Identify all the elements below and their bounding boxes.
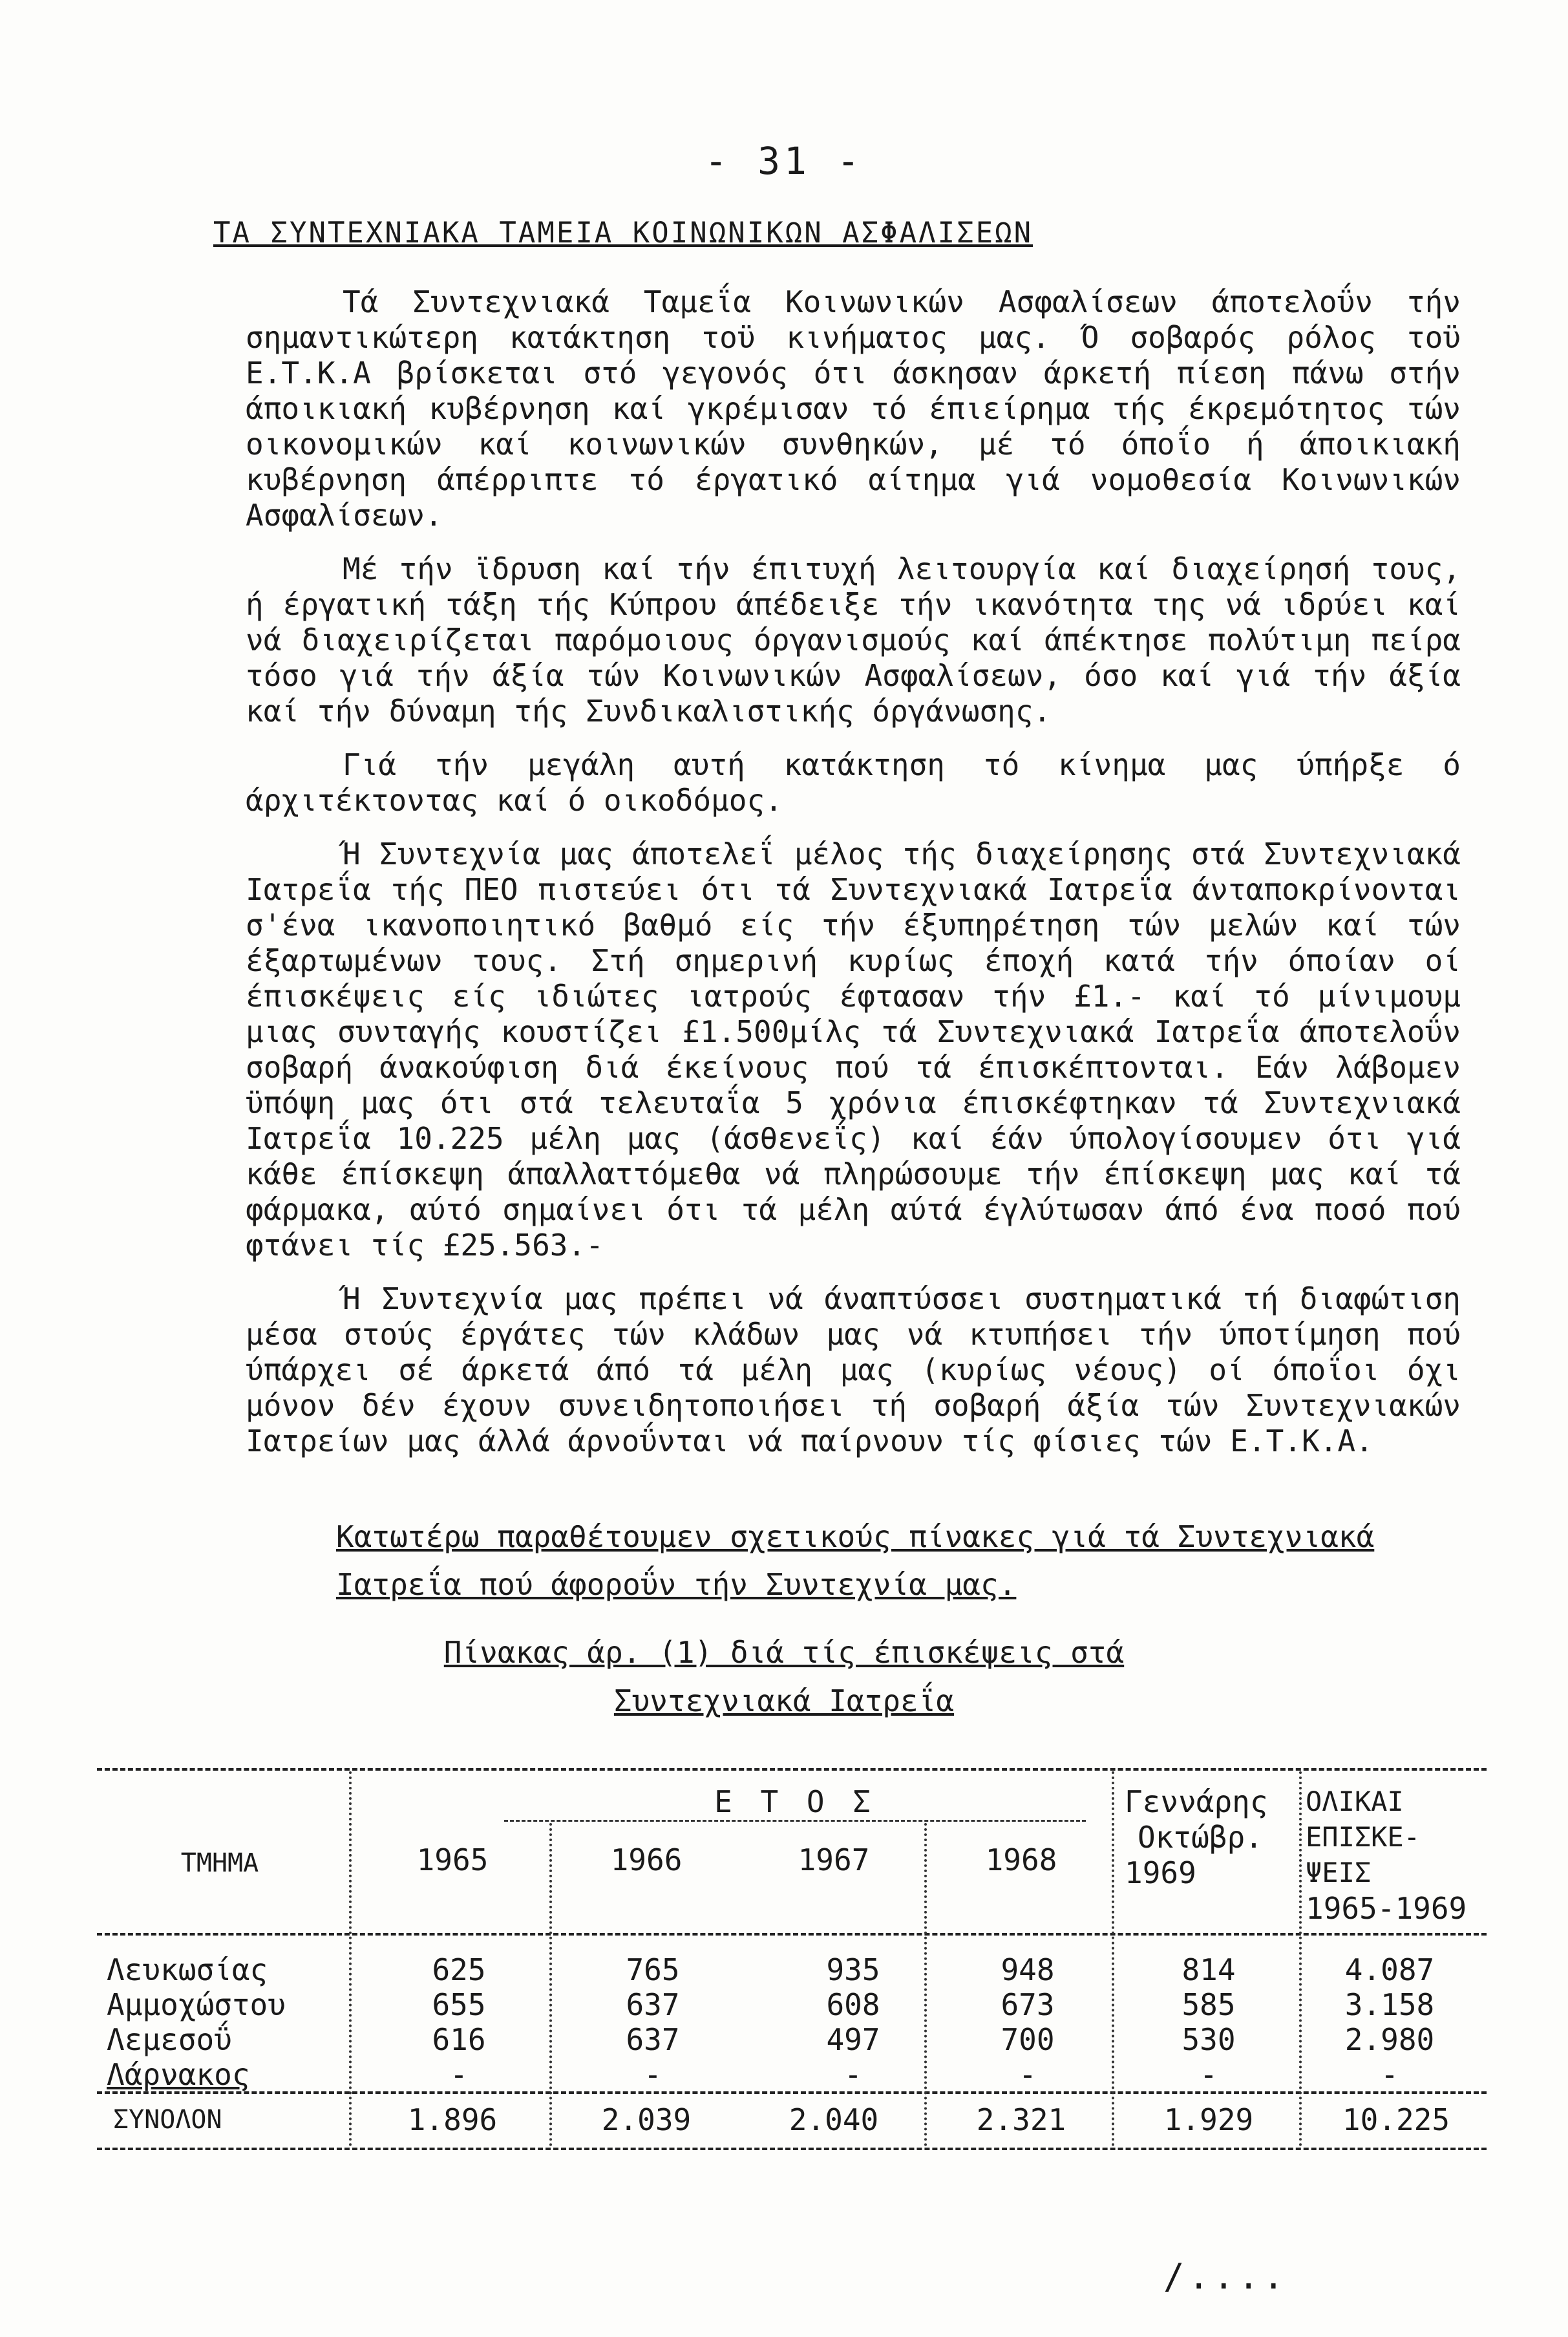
body-text [246, 284, 1461, 1477]
table-rule-top [97, 1768, 1487, 1771]
year-group-rule [504, 1820, 1086, 1822]
table-cell: 935 [826, 1952, 880, 1987]
paragraph: Γιά τήν μεγάλη αυτή κατάκτηση τό κίνημα μας ύπήρξε ό άρχιτέκτοντας καί ό οικοδόμος. [246, 747, 1461, 818]
section-heading: ΤΑ ΣΥΝΤΕΧΝΙΑΚΑ ΤΑΜΕΙΑ ΚΟΙΝΩΝΙΚΩΝ ΑΣΦΑΛΙΣΕΩΝ [213, 217, 1033, 250]
table-cell: 673 [1001, 1987, 1055, 2022]
table-cell: 948 [1001, 1952, 1055, 1987]
table-cell: 625 [432, 1952, 486, 1987]
table-cell: 4.087 [1344, 1952, 1435, 1987]
header-year: 1966 [610, 1842, 683, 1877]
total-cell: 1.929 [1163, 2102, 1254, 2137]
row-department: Λεμεσοΰ [107, 2022, 232, 2057]
header-jan-oct: Γεννάρης [1125, 1784, 1268, 1819]
table-cell: 2.980 [1344, 2022, 1435, 2057]
column-divider [1112, 1771, 1114, 2146]
header-year: 1968 [985, 1842, 1057, 1877]
column-divider [549, 1823, 552, 2146]
header-jan-oct: 1969 [1125, 1855, 1196, 1890]
table-cell: 700 [1001, 2022, 1055, 2057]
paragraph: Ή Συντεχνία μας πρέπει νά άναπτύσσει συστηματικά τή διαφώτιση μέσα στούς έργάτες τών κλάδων μας νά κτυπήσει τήν ύποτίμηση πού ύπάρχει σέ άρκετά άπό τά μέλη μας (κυρίως νέους) οί όποΐοι όχι μόνον δέν έχουν συνειδητοποιήσει τή σοβαρή άξία τών Συντεχνιακών Ιατρείων μας άλλά άρνοΰνται νά παίρνουν τίς φίσιες τών Ε.Τ.Κ.Α. [246, 1281, 1461, 1458]
header-total: ΨΕΙΣ [1306, 1857, 1372, 1888]
column-divider [1299, 1771, 1302, 2146]
table-subtitle: Συντεχνιακά Ιατρεΐα [613, 1683, 955, 1718]
header-jan-oct: Οκτώβρ. [1138, 1820, 1263, 1855]
table-cell: 637 [626, 1987, 680, 2022]
total-cell: 2.321 [976, 2102, 1066, 2137]
table-cell: 814 [1181, 1952, 1236, 1987]
table-rule-header [97, 1933, 1487, 1936]
table-cell: - [1381, 2057, 1399, 2092]
paragraph: Ή Συντεχνία μας άποτελεΐ μέλος τής διαχείρησης στά Συντεχνιακά Ιατρεΐα τής ΠΕΟ πιστεύει ότι τά Συντεχνιακά Ιατρεΐα άνταποκρίνονται σ'ένα ικανοποιητικό βαθμό είς τήν έξυπηρέτηση τών μελών καί τών έξαρτωμένων τους. Στή σημερινή κυρίως έποχή κατά τήν όποίαν οί έπισκέψεις είς ιδιώτες ιατρούς έφτασαν τήν £1.- καί τό μίνιμουμ μιας συνταγής κουστίζει £1.500μίλς τά Συντεχνιακά Ιατρεΐα άποτελοΰν σοβαρή άνακούφιση διά έκείνους πού τά έπισκέπτονται. Εάν λάβομεν ϋπόψη μας ότι στά τελευταΐα 5 χρόνια έπισκέφτηκαν τά Συντεχνιακά Ιατρεΐα 10.225 μέλη μας (άσθενεΐς) καί έάν ύπολογίσουμεν ότι γιά κάθε έπίσκεψη άπαλλαττόμεθα νά πληρώσουμε τήν έπίσκεψη μας καί τά φάρμακα, αύτό σημαίνει ότι τά μέλη αύτά έγλύτωσαν άπό ένα ποσό πού φτάνει τίς £25.563.- [246, 837, 1461, 1263]
table-cell: 530 [1181, 2022, 1236, 2057]
table-cell: 3.158 [1344, 1987, 1435, 2022]
table-cell: 655 [432, 1987, 486, 2022]
table-cell: - [450, 2057, 468, 2092]
table-cell: 497 [826, 2022, 880, 2057]
column-divider [924, 1823, 927, 2146]
total-label: ΣΥΝΟΛΟΝ [113, 2105, 222, 2135]
paragraph: Μέ τήν ϊδρυση καί τήν έπιτυχή λειτουργία καί διαχείρησή τους, ή έργατική τάξη τής Κύπρου άπέδειξε τήν ικανότητα της νά ιδρύει καί νά διαχειρίζεται παρόμοιους όργανισμούς καί άπέκτησε πολύτιμη πείρα τόσο γιά τήν άξία τών Κοινωνικών Ασφαλίσεων, όσο καί γιά τήν άξία καί τήν δύναμη τής Συνδικαλιστικής όργάνωσης. [246, 551, 1461, 729]
table-rule-bottom [97, 2148, 1487, 2150]
row-department: Αμμοχώστου [107, 1987, 286, 2022]
table-cell: 637 [626, 2022, 680, 2057]
table-cell: - [1200, 2057, 1218, 2092]
table-cell: - [844, 2057, 862, 2092]
table-cell: - [644, 2057, 662, 2092]
header-year: 1965 [416, 1842, 489, 1877]
total-cell: 2.040 [789, 2102, 879, 2137]
table-cell: 608 [826, 1987, 880, 2022]
paragraph: Τά Συντεχνιακά Ταμεΐα Κοινωνικών Ασφαλίσεων άποτελοΰν τήν σημαντικώτερη κατάκτηση τοϋ κινήματος μας. Ό σοβαρός ρόλος τοϋ Ε.Τ.Κ.Α βρίσκεται στό γεγονός ότι άσκησαν άρκετή πίεση πάνω στήν άποικιακή κυβέρνηση καί γκρέμισαν τό έπιείρημα τής έκρεμότητος τών οικονομικών καί κοινωνικών συνθηκών, μέ τό όποΐο ή άποικιακή κυβέρνηση άπέρριπτε τό έργατικό αίτημα γιά νομοθεσία Κοινωνικών Ασφαλίσεων. [246, 284, 1461, 533]
row-department: Λάρνακος [107, 2057, 250, 2092]
table-title: Πίνακας άρ. (1) διά τίς έπισκέψεις στά [443, 1635, 1125, 1670]
column-divider [349, 1771, 352, 2146]
header-department: ΤΜΗΜΑ [180, 1848, 259, 1878]
header-year: 1967 [798, 1842, 870, 1877]
table-cell: 585 [1181, 1987, 1236, 2022]
page-number: - 31 - [705, 139, 863, 183]
tables-note: Κατωτέρω παραθέτουμεν σχετικούς πίνακες γιά τά Συντεχνιακά Ιατρεΐα πού άφοροΰν τήν Συντεχνία μας. [336, 1519, 1375, 1602]
header-total: 1965-1969 [1306, 1891, 1467, 1926]
continuation-mark: /.... [1163, 2256, 1288, 2297]
row-department: Λευκωσίας [107, 1952, 268, 1987]
table-cell: 616 [432, 2022, 486, 2057]
total-cell: 10.225 [1342, 2102, 1450, 2137]
table-cell: 765 [626, 1952, 680, 1987]
header-total: ΟΛΙΚΑΙ [1306, 1786, 1404, 1817]
table-cell: - [1019, 2057, 1037, 2092]
header-year-group: Ε Τ Ο Σ [714, 1784, 876, 1819]
total-cell: 2.039 [601, 2102, 692, 2137]
header-total: ΕΠΙΣΚΕ- [1306, 1821, 1421, 1853]
total-cell: 1.896 [407, 2102, 498, 2137]
